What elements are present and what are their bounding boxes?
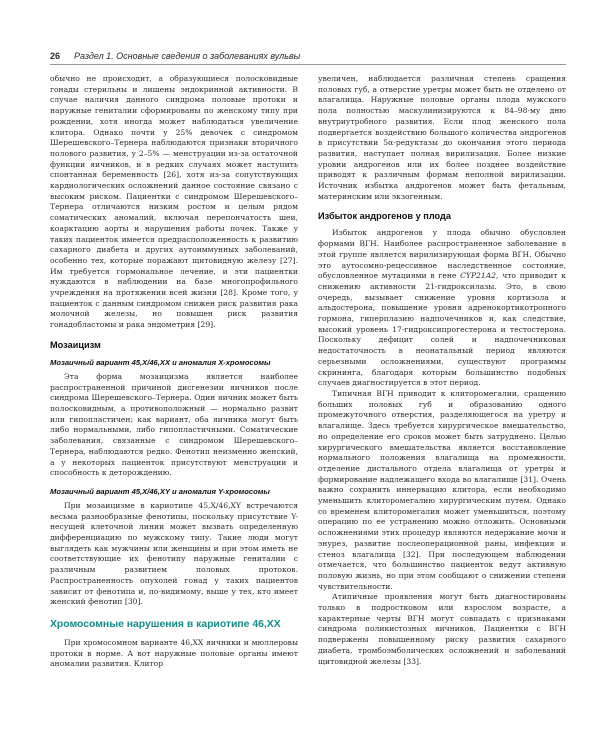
paragraph-cah [318,228,566,389]
section-heading-mosaicism: Мозаицизм [50,339,101,350]
section-heading-androgen-excess: Избыток андрогенов у плода [318,211,451,222]
paragraph: Типичная ВГН приводит к клиторомегалии, сращению больших половых губ и образованию одного промежуточного отверстия, разделяющегося на уретру и влагалище. Здесь требуется хирургическое вмешательство, но определение его сроков может быть затруднено. Целью хирургического вмешательства является восстановление нормального положения влагалища на промежности, отделение дистального отдела влагалища от уретры и формирование надлежащего входа во влагалище [31]. Очень важно сохранить иннервацию клитора, если необходимо уменьшить клиторомегалию хирургическим путем. Однако со временем клиторомегалия может уменьшиться, поэтому операцию по ее устранению можно отложить. Основными осложнениями этих процедур являются недержание мочи и энурез, развитие послеоперационной раны, инфекция и стеноз влагалища [32]. При последующем наблюдении отмечается, что большинство пациенток ведут активную половую жизнь, но при этом сообщают о снижении степени чувствительности. [318,388,566,591]
page-header [50,44,566,65]
gene-name: CYP21A2 [460,271,497,281]
subsection-heading-45x-46xx: Мозаичный вариант 45,Х/46,ХХ и аномалия Х-хромосомы [50,357,271,367]
paragraph: обычно не происходит, а образующиеся полосковидные гонады стерильны и лишены эндокринной активности. В случае наличия данного синдрома половые протоки и наружные гениталии сформированы по женскому типу при рождении, хотя иногда может наблюдаться увеличение клитора. Однако почти у 25% девочек с синдромом Шерешевского–Тернера наблюдаются признаки вторичного полового развития, у 2–5% — менструации из-за остаточной функции яичников, и в редких случаях может наступить спонтанная беременность [26], хотя из-за сопутствующих кардиологических осложнений данное состояние связано с высоким риском. Пациентки с синдромом Шерешевского–Тернера отличаются низким ростом и целым рядом соматических аномалий, включая перепончатость шеи, коарктацию аорты и нарушения работы почек. Также у таких пациенток имеется предрасположенность к развитию сахарного диабета и других аутоиммунных заболеваний, особенно тех, которые поражают щитовидную железу [27]. Им требуется гормональное лечение, и эти пациентки нуждаются в наблюдении на базе многопрофильного учреждения на протяжении всей жизни [28]. Кроме того, у пациенток с данным синдромом снижен риск развития рака молочной железы, но повышен риск развития гонадобластомы и рака эндометрия [29]. [50,74,298,330]
right-column [318,74,566,667]
paragraph: Эта форма мозаицизма является наиболее распространенной причиной дисгенезии яичников после синдрома Шерешевского–Тернера. Один яичник может быть полосковидным, а противоположный — нормально развит или гипопластичен; как вариант, оба яичника могут быть либо нормальными, либо гипопластичными. Соматические заболевания, связанные с синдромом Шерешевского–Тернера, наблюдаются редко. Фенотип неизменно женский, а у некоторых пациенток присутствуют менструации и способность к деторождению. [50,371,298,478]
page-number: 26 [50,51,61,61]
text-run: Избыток андрогенов у плода обычно обусловлен формами ВГН. Наиболее распространенное заболевание в этой группе является вирилизирующая форма ВГН. Обычно это аутосомно-рецессивное наследственное состояние, обусловленное мутациями в гене [318,228,566,281]
paragraph: Атипичные проявления могут быть диагностированы только в подростковом или взрослом возрасте, а характерные черты ВГН могут совпадать с признаками синдрома поликистозных яичников. Пациентки с ВГН подвержены повышенному риску развития сахарного диабета, тромбоэмболических осложнений и заболеваний щитовидной железы [33]. [318,592,566,666]
section-heading-46xx: Хромосомные нарушения в кариотипе 46,ХХ [50,618,281,630]
left-column [50,74,298,670]
subsection-heading-45x-46xy: Мозаичный вариант 45,Х/46,ХY и аномалия Y-хромосомы [50,486,270,496]
paragraph: При хромосомном варианте 46,ХХ яичники и мюллеровы протоки в норме. А вот наружные половые органы имеют аномалии развития. Клитор [50,637,298,669]
paragraph: увеличен, наблюдается различная степень сращения половых губ, а отверстие уретры может быть не отделено от влагалища. Наружные половые органы плода мужского пола полностью маскулинизируются к 84–98-му дню внутриутробного развития. Если плод женского пола подвергается воздействию большого количества андрогенов в присутствии 5α-редуктазы до окончания этого периода развития, наступает полная вирилизация. Более низкие уровни андрогенов или их более позднее воздействие приводят к различным формам неполной вирилизации. Источник избытка андрогенов может быть фетальным, материнским или экзогенным. [318,74,566,201]
paragraph: При мозаицизме в кариотипе 45,Х/46,ХY встречаются весьма разнообразные фенотипы, поскольку присутствие Y-несущей клеточной линии может вызвать определенную дифференциацию по мужскому типу. Такие люди могут выглядеть как мужчины или женщины и при этом иметь не соответствующие их фенотипу наружные гениталии с различным развитием половых протоков. Распространенность опухолей гонад у таких пациентов зависит от фенотипа и, по-видимому, выше у тех, кто имеет женский фенотип [30]. [50,500,298,607]
text-run: , что приводит к снижению активности 21-гидроксилазы. Это, в свою очередь, вызывает снижение уровня кортизола и альдостерона, повышение уровня адренокортикотропного гормона, гиперплазию надпочечников и, как следствие, высокий уровень 17-гидроксипрогестерона и тестостерона. Поскольку дефицит солей и надпочечниковая недостаточность в неонатальный период являются серьезными осложнениями, существуют программы скрининга, благодаря которым большинство подобных случаев диагностируется в этот период. [318,271,566,388]
running-head: Раздел 1. Основные сведения о заболеваниях вульвы [74,51,301,61]
